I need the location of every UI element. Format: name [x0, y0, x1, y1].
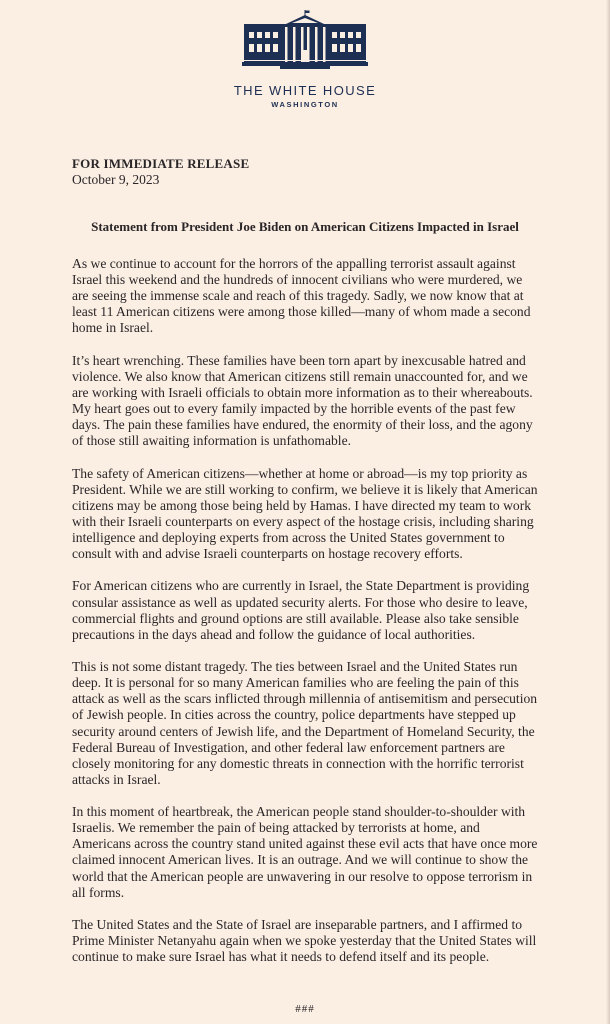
release-label: FOR IMMEDIATE RELEASE [72, 156, 250, 171]
end-of-release-mark: ### [295, 1003, 315, 1015]
statement-paragraph: In this moment of heartbreak, the American people stand shoulder-to-shoulder with Israelis. We remember the pain of being attacked by terrorists at home, and Americans across the country stand united against these evil acts that have once more claimed innocent American lives. It is an outrage. And we will continue to show the world that the American people are unwavering in our resolve to oppose terrorism in all forms. [72, 804, 538, 900]
release-date: October 9, 2023 [72, 172, 160, 187]
statement-paragraph: The United States and the State of Israel are inseparable partners, and I affirmed to Prime Minister Netanyahu again when we spoke yesterday that the United States will continue to make sure Israel has what it needs to defend itself and its people. [72, 917, 537, 965]
page-edge-shadow [606, 0, 610, 1024]
statement-paragraph: For American citizens who are currently in Israel, the State Department is providing consular assistance as well as updated security alerts. For those who desire to leave, commercial flights and ground options are still available. Please also take sensible precautions in the days ahead and follow the guidance of local authorities. [72, 578, 530, 642]
white-house-building-icon [242, 10, 368, 70]
organization-name: THE WHITE HOUSE [233, 83, 377, 98]
organization-city: WASHINGTON [271, 100, 339, 109]
statement-title: Statement from President Joe Biden on American Citizens Impacted in Israel [91, 219, 519, 234]
statement-paragraph: As we continue to account for the horrors of the appalling terrorist assault against Israel this weekend and the hundreds of innocent civilians who were murdered, we are seeing the immense scale and reach of this tragedy. Sadly, we now know that at least 11 American citizens were among those killed—many of whom made a second home in Israel. [72, 256, 531, 336]
statement-paragraph: It’s heart wrenching. These families have been torn apart by inexcusable hatred and violence. We also know that American citizens still remain unaccounted for, and we are working with Israeli officials to obtain more information as to their whereabouts. My heart goes out to every family impacted by the horrible events of the past few days. The pain these families have endured, the enormity of their loss, and the agony of those still awaiting information is unfathomable. [72, 352, 533, 449]
statement-paragraph: The safety of American citizens—whether at home or abroad—is my top priority as President. While we are still working to confirm, we believe it is likely that American citizens may be among those being held by Hamas. I have directed my team to work with their Israeli counterparts on every aspect of the hostage crisis, including sharing intelligence and deploying experts from across the United States government to consult with and advise Israeli counterparts on hostage recovery efforts. [72, 465, 538, 562]
statement-body [72, 256, 538, 982]
statement-paragraph: This is not some distant tragedy. The ties between Israel and the United States run deep. It is personal for so many American families who are feeling the pain of this attack as well as the scars inflicted through millennia of antisemitism and persecution of Jewish people. In cities across the country, police departments have stepped up security around centers of Jewish life, and the Department of Homeland Security, the Federal Bureau of Investigation, and other federal law enforcement partners are closely monitoring for any domestic threats in connection with the horrific terrorist attacks in Israel. [72, 659, 538, 787]
